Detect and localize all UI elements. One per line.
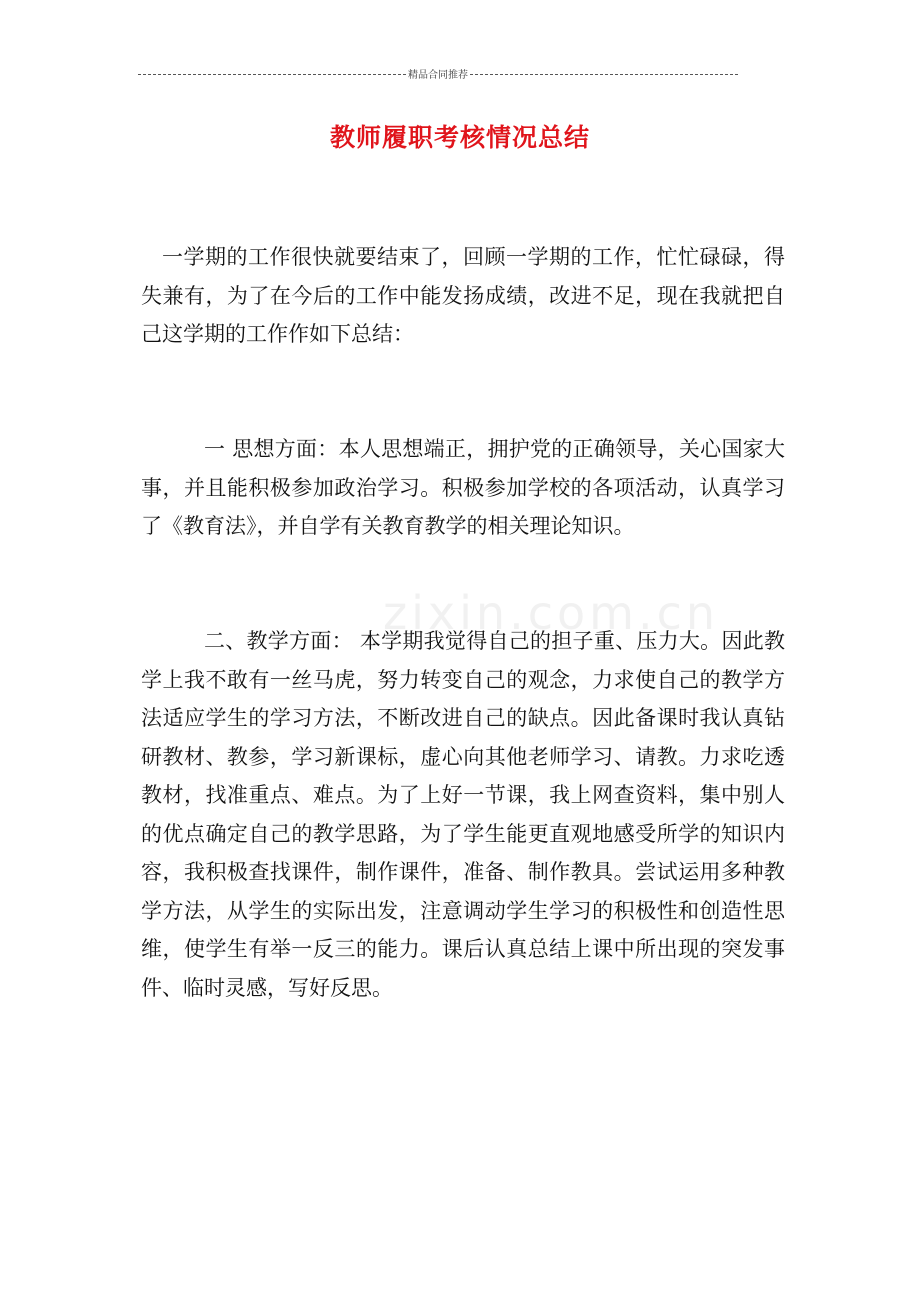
paragraph-intro: 一学期的工作很快就要结束了，回顾一学期的工作，忙忙碌碌，得失兼有，为了在今后的工作中能发扬成绩，改进不足，现在我就把自己这学期的工作作如下总结： [141,245,785,346]
header-label: 精品合同推荐 [408,70,468,81]
header-dash-left [138,74,406,75]
paragraph-ideology: 一 思想方面：本人思想端正，拥护党的正确领导，关心国家大事，并且能积极参加政治学习。积极参加学校的各项活动，认真学习了《教育法》，并自学有关教育教学的相关理论知识。 [141,437,785,538]
paragraph-teaching: 二、教学方面： 本学期我觉得自己的担子重、压力大。因此教学上我不敢有一丝马虎，努力转变自己的观念，力求使自己的教学方法适应学生的学习方法，不断改进自己的缺点。因此备课时我认真钻研教材、教参，学习新课标，虚心向其他老师学习、请教。力求吃透教材，找准重点、难点。为了上好一节课，我上网查资料，集中别人的优点确定自己的教学思路，为了学生能更直观地感受所学的知识内容，我积极查找课件，制作课件，准备、制作教具。尝试运用多种教学方法，从学生的实际出发，注意调动学生学习的积极性和创造性思维，使学生有举一反三的能力。课后认真总结上课中所出现的突发事件、临时灵感，写好反思。 [141,629,785,1000]
page-header [138,66,738,81]
watermark: zixin.com.cn [383,586,720,640]
document-title: 教师履职考核情况总结 [329,123,590,152]
header-dash-right [470,74,738,75]
